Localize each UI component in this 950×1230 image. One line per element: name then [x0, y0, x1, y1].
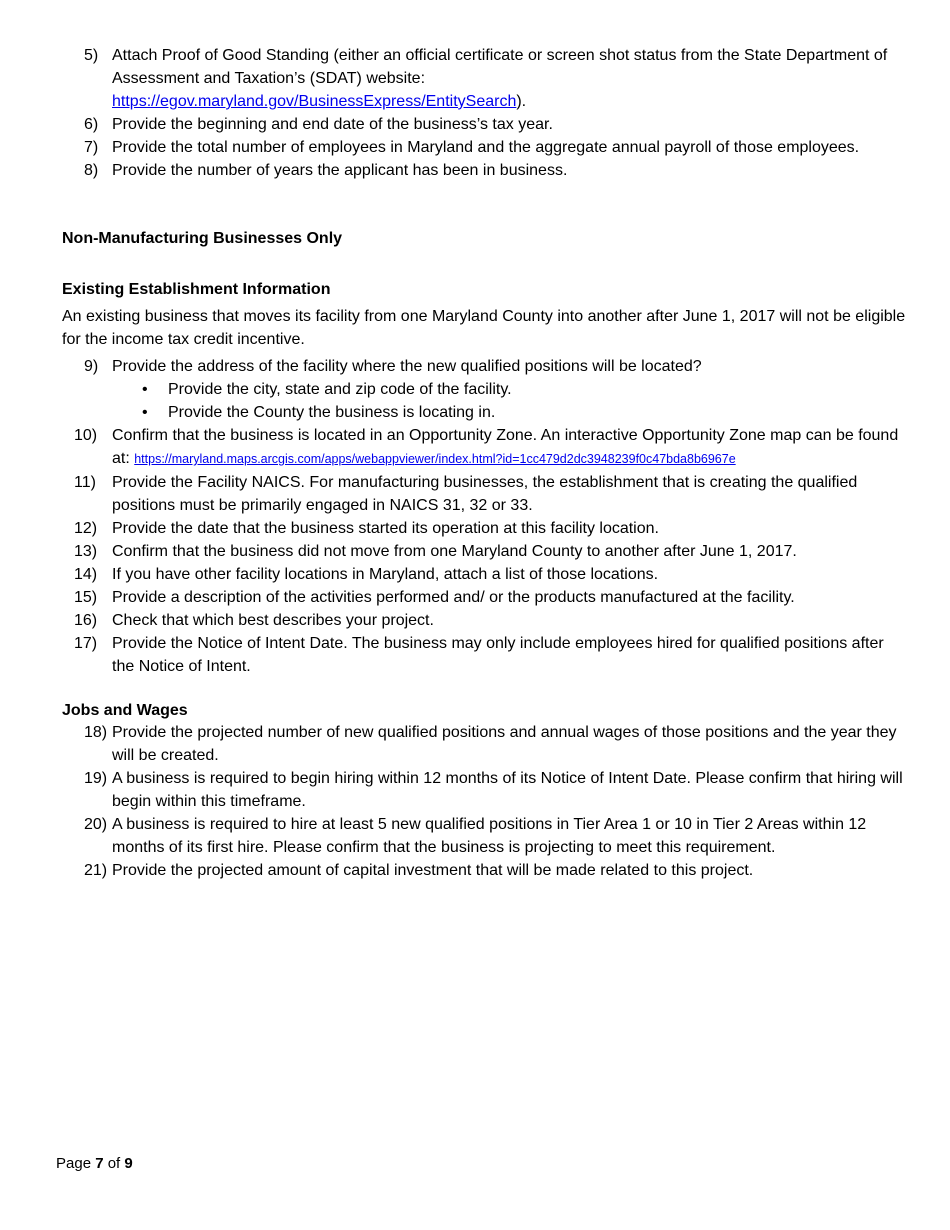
list-item-12 [0, 517, 950, 540]
item-number: 12) [74, 520, 98, 537]
item-text: Provide the Facility NAICS. For manufacturing businesses, the establishment that is creating the qualified positions must be primarily engaged in NAICS 31, 32 or 33. [112, 474, 858, 514]
bullet-item [0, 378, 950, 401]
item-number: 10) [74, 427, 98, 444]
item-text: Confirm that the business is located in an Opportunity Zone. An interactive Opportunity Zone map can be found at: [112, 427, 899, 467]
list-item-10 [0, 424, 950, 471]
section-intro: An existing business that moves its facility from one Maryland County into another after June 1, 2017 will not be eligible for the income tax credit incentive. [62, 308, 906, 348]
bullet-icon: • [142, 404, 148, 421]
item-text: Provide the projected number of new qualified positions and annual wages of those positions and the year they will be created. [112, 724, 897, 764]
item-text: Provide a description of the activities performed and/ or the products manufactured at the facility. [112, 589, 795, 606]
list-item-11 [0, 471, 950, 517]
list-jobs [0, 721, 950, 882]
item-text: Provide the beginning and end date of the business’s tax year. [112, 116, 553, 133]
item-text: Provide the Notice of Intent Date. The business may only include employees hired for qualified positions after the Notice of Intent. [112, 635, 884, 675]
page-footer [56, 1152, 133, 1175]
item-number: 15) [74, 589, 98, 606]
bullet-text: Provide the city, state and zip code of the facility. [168, 381, 512, 398]
item-number: 13) [74, 543, 98, 560]
item-text: Confirm that the business did not move from one Maryland County to another after June 1, 2017. [112, 543, 797, 560]
list-item-13 [0, 540, 950, 563]
item-number: 17) [74, 635, 98, 652]
item-text: Provide the number of years the applicant has been in business. [112, 162, 568, 179]
item-number: 14) [74, 566, 98, 583]
list-item-15 [0, 586, 950, 609]
footer-of: of [103, 1155, 125, 1172]
item-number: 8) [84, 162, 99, 179]
bullet-item [0, 401, 950, 424]
item-text: If you have other facility locations in Maryland, attach a list of those locations. [112, 566, 659, 583]
list-item-17 [0, 632, 950, 678]
footer-prefix: Page [56, 1155, 96, 1172]
list-item-16 [0, 609, 950, 632]
item-number: 20) [84, 816, 108, 833]
list-top [0, 44, 950, 182]
item-number: 19) [84, 770, 108, 787]
opportunity-zone-map-link[interactable]: https://maryland.maps.arcgis.com/apps/webappviewer/index.html?id=1cc479d2dc3948239f0c47bda8b6967e [134, 452, 736, 466]
item-text: A business is required to begin hiring within 12 months of its Notice of Intent Date. Please confirm that hiring will begin within this timeframe. [112, 770, 903, 810]
list-item-6 [0, 113, 950, 136]
bullet-icon: • [142, 381, 148, 398]
item-number: 7) [84, 139, 99, 156]
item-text: Provide the address of the facility where the new qualified positions will be located? [112, 358, 702, 375]
list-item-9 [0, 355, 950, 378]
item-number: 5) [84, 47, 99, 64]
item-text: Provide the date that the business started its operation at this facility location. [112, 520, 659, 537]
item-text: Provide the projected amount of capital investment that will be made related to this project. [112, 862, 754, 879]
current-page-number: 7 [95, 1155, 104, 1172]
bullet-text: Provide the County the business is locating in. [168, 404, 496, 421]
sdat-link[interactable]: https://egov.maryland.gov/BusinessExpress/EntitySearch [112, 93, 517, 110]
item-number: 21) [84, 862, 108, 879]
list-mid [0, 355, 950, 678]
list-item-21 [0, 859, 950, 882]
list-item-18 [0, 721, 950, 767]
list-item-14 [0, 563, 950, 586]
item-number: 16) [74, 612, 98, 629]
section-heading-non-manufacturing: Non-Manufacturing Businesses Only [62, 230, 343, 247]
item-number: 9) [84, 358, 99, 375]
item-number: 18) [84, 724, 108, 741]
section-heading-jobs-wages: Jobs and Wages [62, 702, 188, 719]
list-item-7 [0, 136, 950, 159]
list-item-5 [0, 44, 950, 113]
item-text-end: ). [516, 93, 527, 110]
list-item-20 [0, 813, 950, 859]
section-heading-existing-establishment: Existing Establishment Information [62, 281, 331, 298]
total-page-count: 9 [124, 1155, 133, 1172]
item-number: 11) [74, 474, 96, 491]
item-text: Provide the total number of employees in Maryland and the aggregate annual payroll of those employees. [112, 139, 860, 156]
list-item-8 [0, 159, 950, 182]
list-item-19 [0, 767, 950, 813]
item-number: 6) [84, 116, 99, 133]
item-text: Attach Proof of Good Standing (either an official certificate or screen shot status from the State Department of Assessment and Taxation’s (SDAT) website: [112, 47, 888, 87]
item-text: A business is required to hire at least 5 new qualified positions in Tier Area 1 or 10 in Tier 2 Areas within 12 months of its first hire. Please confirm that the business is projecting to meet this requirement. [112, 816, 867, 856]
item-text: Check that which best describes your project. [112, 612, 434, 629]
